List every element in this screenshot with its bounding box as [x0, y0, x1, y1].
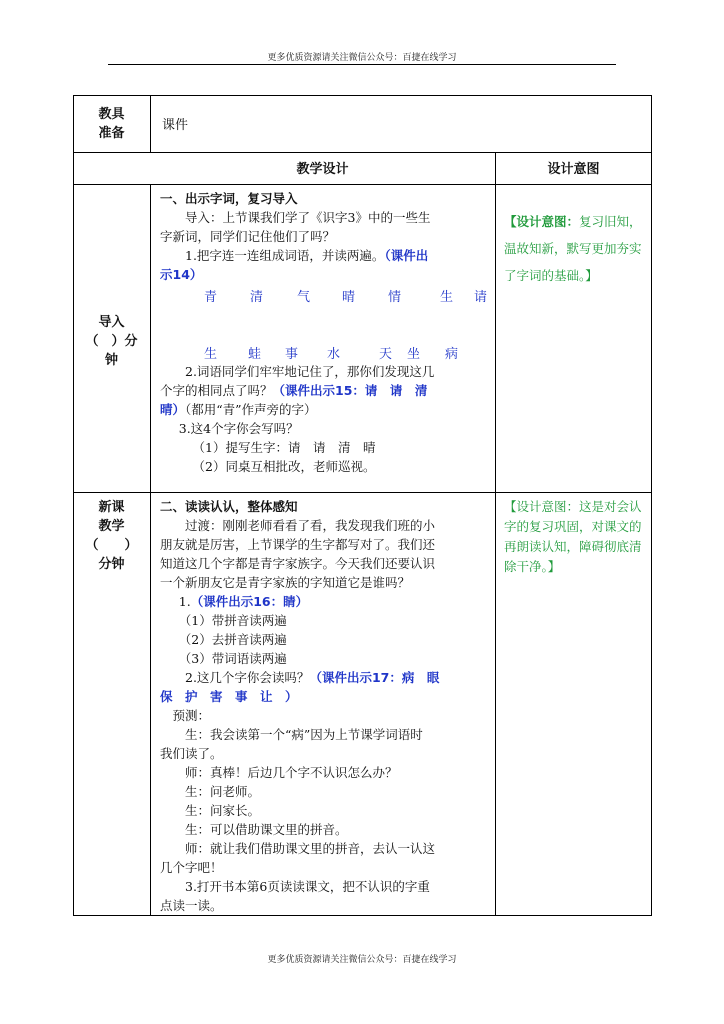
section1-label-2: （ ）分 [85, 334, 138, 349]
char-top-1: 青 [204, 290, 218, 305]
char-top-3: 气 [297, 290, 311, 305]
section2-label [73, 498, 150, 574]
section2-content [160, 497, 492, 915]
char-bottom-2: 蛙 [248, 347, 262, 362]
char-top-4: 晴 [342, 290, 356, 305]
section2-d3: 生：问老师。 [185, 784, 261, 799]
section1-intent [504, 208, 646, 289]
char-top-2: 清 [250, 290, 264, 305]
section1-step2-2 [160, 381, 492, 400]
section1-content-bottom [160, 362, 492, 476]
section1-label [73, 313, 150, 370]
footer-note: 更多优质资源请关注微信公众号：百捷在线学习 [267, 955, 457, 965]
section1-label-1: 导入 [98, 315, 125, 330]
section1-label-3: 钟 [104, 353, 118, 368]
char-bottom-1: 生 [204, 347, 218, 362]
section2-d6-1: 师：就让我们借助课文里的拼音，去认一认这 [185, 841, 436, 856]
section2-d1-1: 生：我会读第一个“病”因为上节课学词语时 [185, 727, 423, 742]
char-top-7: 请 [474, 290, 488, 305]
section2-p1-3: 知道这几个字都是青字家族字。今天我们还要认识 [160, 556, 436, 571]
section2-label-4: 分钟 [98, 557, 125, 572]
section1-intro-2: 字新词，同学们记住他们了吗？ [160, 229, 336, 244]
s1-num: 1. [178, 594, 191, 609]
section2-s3-1: 3.打开书本第6页读读课文，把不认识的字重 [185, 879, 430, 894]
section1-content-top [160, 189, 492, 284]
char-bottom-4: 水 [327, 347, 341, 362]
section1-step3-a: （1）提写生字：请 请 清 晴 [192, 440, 376, 455]
section1-step3: 3.这4个字你会写吗？ [178, 421, 299, 436]
row-divider-2 [73, 184, 652, 185]
section2-s1 [160, 592, 492, 611]
section1-intent-text: 复习旧知，温故知新，默写更加夯实了字词的基础。】 [504, 214, 642, 283]
section1-title: 一、出示字词，复习导入 [160, 191, 298, 206]
section2-p1-1: 过渡：刚刚老师看看了看，我发现我们班的小 [185, 518, 436, 533]
col-divider-intent [495, 152, 496, 916]
section1-step2-3 [160, 400, 492, 419]
col-divider-label-2 [150, 184, 151, 916]
section2-label-2: 教学 [98, 519, 125, 534]
section1-intro-1: 导入：上节课我们学了《识字3》中的一些生 [185, 210, 431, 225]
prep-value: 课件 [162, 118, 189, 133]
step2-ref-b: 晴） [160, 402, 186, 417]
step1-ref-1: （课件出 [384, 248, 429, 263]
section2-d1-2: 我们读了。 [160, 746, 223, 761]
char-bottom-7: 病 [445, 347, 459, 362]
char-bottom-3: 事 [285, 347, 299, 362]
section2-d2: 师：真棒！后边几个字不认识怎么办？ [185, 765, 398, 780]
step1-ref-2: 示14） [160, 267, 203, 282]
section1-step1 [160, 246, 492, 265]
s1-ref: （课件出示16：睛） [190, 594, 309, 609]
section2-title: 二、读读认认，整体感知 [160, 499, 298, 514]
section2-label-1: 新课 [98, 500, 125, 515]
prep-label [73, 105, 150, 143]
s2-ref-1: （课件出示17：病 眼 [309, 670, 440, 685]
section2-p1-4: 一个新朋友它是青字家族的字知道它是谁吗？ [160, 575, 411, 590]
step2-2a: 个字的相同点了吗？ [160, 383, 273, 398]
section2-d6-2: 几个字吧！ [160, 860, 223, 875]
step1-text: 1.把字连一连组成词语，并读两遍。 [185, 248, 385, 263]
char-top-6: 生 [440, 290, 454, 305]
step2-2c: （都用“青”作声旁的字） [185, 402, 317, 417]
char-bottom-6: 坐 [407, 347, 421, 362]
step2-ref-a: （课件出示15：请 请 清 [272, 383, 428, 398]
col-divider-label [150, 95, 151, 152]
prep-label-line1: 教具 [98, 107, 125, 122]
header-note: 更多优质资源请关注微信公众号：百捷在线学习 [267, 53, 457, 63]
section2-preview: 预测： [172, 708, 211, 723]
section2-d4: 生：问家长。 [185, 803, 261, 818]
section2-intent: 【设计意图：这是对会认字的复习巩固，对课文的再朗读认知，障碍彻底清除干净。】 [504, 499, 642, 574]
char-bottom-5: 天 [379, 347, 393, 362]
section1-step2-1: 2.词语同学们牢牢地记住了，那你们发现这几 [185, 364, 435, 379]
row-divider-3 [73, 492, 652, 493]
char-top-5: 情 [388, 290, 402, 305]
section1-intent-tag: 【设计意图： [504, 214, 580, 229]
section2-label-3: （ ） [85, 538, 138, 553]
section2-s3-2: 点读一读。 [160, 898, 223, 913]
section2-d5: 生：可以借助课文里的拼音。 [185, 822, 348, 837]
section2-p1-2: 朋友就是厉害，上节课学的生字都写对了。我们还 [160, 537, 436, 552]
col-header-design: 教学设计 [296, 162, 349, 177]
section1-step3-b: （2）同桌互相批改，老师巡视。 [192, 459, 376, 474]
prep-label-line2: 准备 [98, 126, 125, 141]
header-rule [108, 64, 616, 65]
col-header-intent: 设计意图 [547, 162, 600, 177]
s2-text: 2.这几个字你会读吗？ [185, 670, 310, 685]
s2-ref-2: 保 护 害 事 让 ） [160, 689, 298, 704]
section2-s1-a: （1）带拼音读两遍 [178, 613, 287, 628]
row-divider-1 [73, 152, 652, 153]
section2-s2 [160, 668, 492, 687]
section2-s1-b: （2）去拼音读两遍 [178, 632, 287, 647]
section2-s1-c: （3）带词语读两遍 [178, 651, 287, 666]
